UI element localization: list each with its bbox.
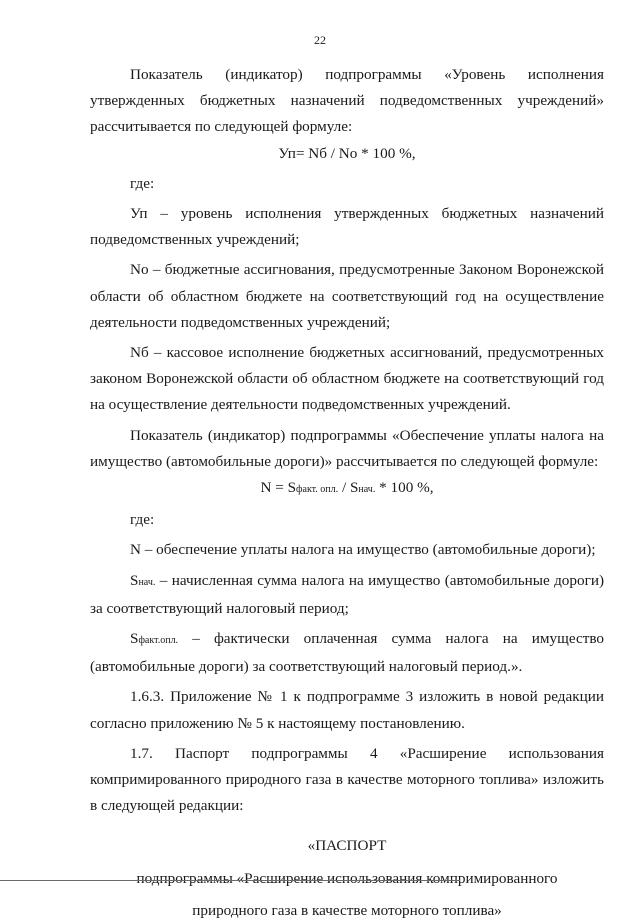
def-subscript: факт.опл. [138, 635, 179, 647]
def-text: – начисленная сумма налога на имущество (автомобильные дороги) за соответствующий налоговый период; [90, 571, 604, 617]
def-text: – обеспечение уплаты налога на имущество (автомобильные дороги); [140, 541, 596, 559]
def-symbol: Уп [130, 205, 148, 223]
item-1-6-3: 1.6.3. Приложение № 1 к подпрограмме 3 изложить в новой редакции согласно приложению № 5 к настоящему постановлению. [90, 688, 604, 732]
formula2-tail: * 100 %, [375, 479, 434, 497]
item-1-7: 1.7. Паспорт подпрограммы 4 «Расширение использования компримированного природного газа в качестве моторного топлива» изложить в следующей редакции: [90, 744, 604, 815]
def-subscript: нач. [138, 576, 156, 588]
indicator1-where: где: [130, 174, 155, 192]
passport-line1: подпрограммы «Расширение использования компримированного [136, 869, 558, 887]
def-up [90, 201, 604, 253]
def-symbol: S [130, 571, 139, 589]
def-text: – бюджетные ассигнования, предусмотренные Законом Воронежской области об областном бюджете на соответствующий год на осуществление деятельности подведомственных учреждений; [90, 261, 604, 331]
def-symbol: Nб [130, 344, 149, 362]
indicator2-intro: Показатель (индикатор) подпрограммы «Обеспечение уплаты налога на имущество (автомобильные дороги)» рассчитывается по следующей формуле: [90, 426, 604, 470]
indicator2-where: где: [130, 511, 155, 529]
indicator1-formula [90, 141, 604, 167]
formula2-sub2: нач. [358, 484, 376, 496]
document-body [90, 62, 604, 924]
def-text: – уровень исполнения утвержденных бюджетных назначений подведомственных учреждений; [90, 205, 604, 249]
def-n [90, 537, 604, 563]
formula1-rhs: = Nб / Nо * 100 %, [295, 144, 416, 162]
def-s-nach [90, 568, 604, 622]
def-s-fakt [90, 626, 604, 680]
def-symbol: N [130, 541, 141, 559]
passport-heading: «ПАСПОРТ [307, 837, 387, 855]
formula2-sub1: факт. опл. [296, 484, 339, 496]
formula2-lhs: N = S [260, 479, 297, 497]
indicator1-intro: Показатель (индикатор) подпрограммы «Уровень исполнения утвержденных бюджетных назначений подведомственных учреждений» рассчитывается по следующей формуле: [90, 66, 604, 136]
formula2-mid: / S [338, 479, 359, 497]
page-bottom-rule [0, 880, 460, 881]
page-number: 22 [314, 33, 326, 47]
def-symbol: Nо [130, 261, 149, 279]
def-nb [90, 340, 604, 419]
passport-line2: природного газа в качестве моторного топлива» [192, 901, 502, 919]
def-symbol: S [130, 630, 139, 648]
indicator2-formula [90, 475, 604, 503]
def-text: – кассовое исполнение бюджетных ассигнований, предусмотренных законом Воронежской области об областном бюджете на соответствующий год на осуществление деятельности подведомственных учреждений. [90, 344, 604, 414]
def-text: – фактически оплаченная сумма налога на имущество (автомобильные дороги) за соответствующий налоговый период.». [90, 630, 604, 676]
formula1-lhs: Уп [278, 144, 296, 162]
def-no [90, 257, 604, 336]
